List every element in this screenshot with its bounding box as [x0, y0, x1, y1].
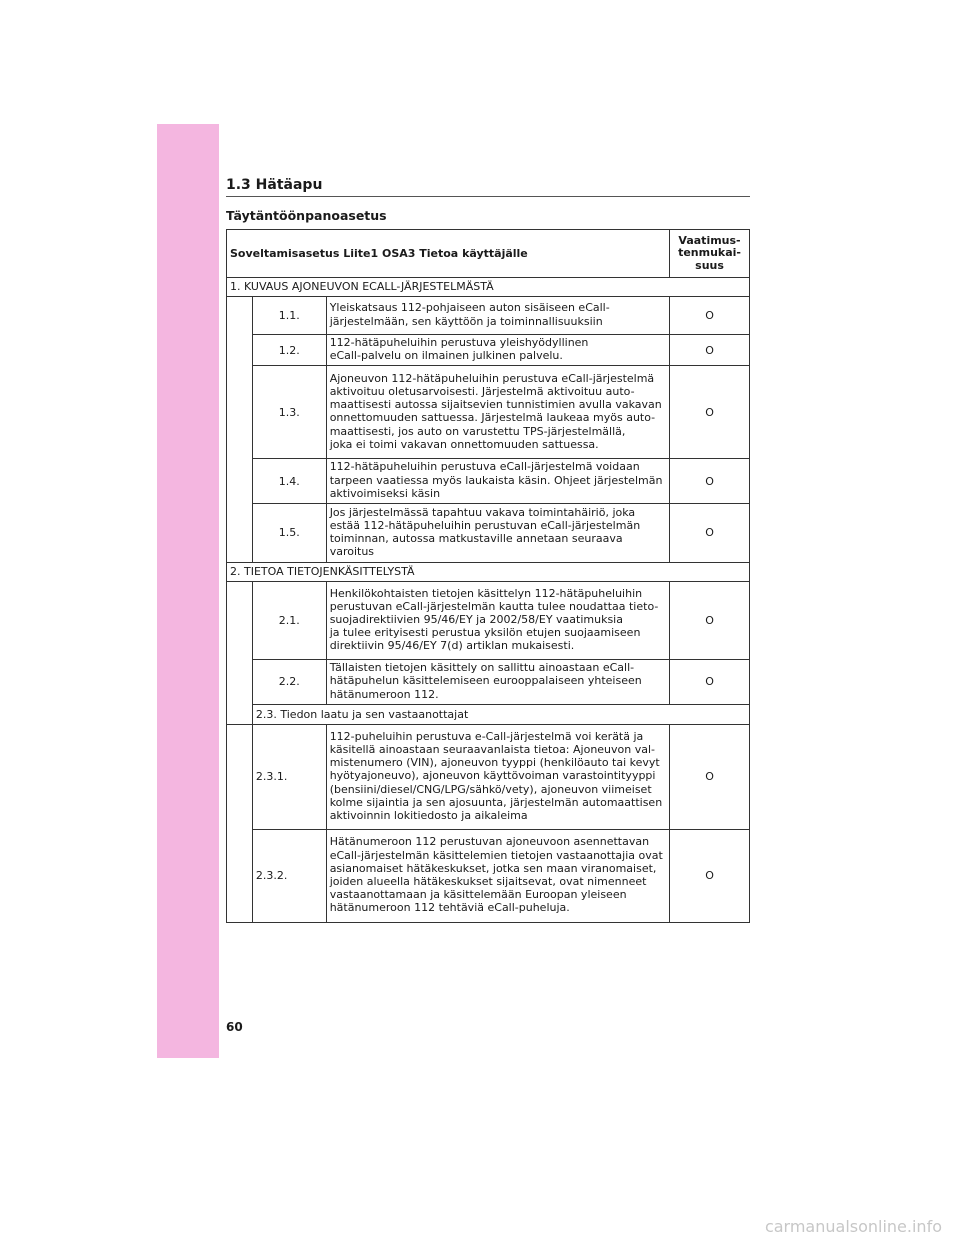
description-line: järjestelmään, sen käyttöön ja toiminnallisuuksiin — [329, 314, 603, 328]
description-line: aktivoimiseksi käsin — [329, 486, 441, 500]
column-header-main: Soveltamisasetus Liite1 OSA3 Tietoa käyttäjälle — [227, 230, 670, 278]
description-line: varoitus — [329, 545, 375, 559]
requirement-mark: O — [670, 660, 750, 705]
description-line: estää 112-hätäpuheluihin perustuvan eCall-järjestelmän — [329, 518, 641, 532]
indent-spacer — [227, 582, 253, 705]
indent-spacer — [227, 297, 253, 563]
requirement-mark: O — [670, 582, 750, 660]
requirement-mark: O — [670, 297, 750, 335]
description-line: eCall-palvelu on ilmainen julkinen palvelu. — [329, 349, 563, 363]
description-line: Ajoneuvon 112-hätäpuheluihin perustuva eCall-järjestelmä — [329, 371, 655, 385]
description-line: aktivoituu oletusarvoisesti. Järjestelmä aktivoituu auto- — [329, 385, 635, 398]
description-line: tarpeen vaatiessa myös laukaista käsin. Ohjeet järjestelmän — [329, 473, 663, 487]
description-line: 112-hätäpuheluihin perustuva yleishyödyllinen — [329, 336, 589, 349]
description-line: hätäpuhelun käsittelemiseen eurooppalaiseen yhteiseen — [329, 674, 642, 688]
description-line: Hätänumeroon 112 perustuvan ajoneuvoon asennettavan — [329, 835, 650, 849]
item-description — [326, 504, 669, 563]
item-description — [326, 335, 669, 366]
requirement-mark: O — [670, 459, 750, 504]
watermark: carmanualsonline.info — [764, 1217, 942, 1236]
indent-spacer — [227, 725, 253, 923]
page-subtitle: Täytäntöönpanoasetus — [226, 208, 387, 223]
description-line: käsitellä ainoastaan seuraavanlaista tietoa: Ajoneuvon val- — [329, 743, 656, 756]
item-number: 2.3.1. — [252, 725, 326, 830]
item-number: 1.2. — [252, 335, 326, 366]
side-color-strip — [157, 124, 219, 1058]
description-line: asianomaiset hätäkeskukset, jotka sen maan viranomaiset, — [329, 861, 657, 875]
column-header-requirement: Vaatimus- tenmukai- suus — [670, 230, 750, 278]
item-description — [326, 459, 669, 504]
item-number: 2.1. — [252, 582, 326, 660]
table-row — [227, 297, 750, 335]
description-line: hätänumeroon 112 tehtäviä eCall-puheluja. — [329, 901, 570, 915]
table-row — [227, 725, 750, 830]
section-title: 2. TIETOA TIETOJENKÄSITTELYSTÄ — [227, 563, 750, 582]
description-line: mistenumero (VIN), ajoneuvon tyyppi (henkilöauto tai kevyt — [329, 756, 660, 770]
description-line: Yleiskatsaus 112-pohjaiseen auton sisäiseen eCall- — [329, 301, 610, 315]
specification-table — [226, 229, 750, 923]
description-line: ja tulee erityisesti perustua yksilön etujen suojaamiseen — [329, 626, 641, 640]
indent-spacer — [227, 705, 253, 725]
item-number: 1.1. — [252, 297, 326, 335]
description-line: kolme sijaintia ja sen ajosuunta, järjestelmän automaattisen — [329, 795, 663, 809]
item-description — [326, 297, 669, 335]
table-row — [227, 504, 750, 563]
description-line: maattisesti, jos auto on varustettu TPS-järjestelmällä, — [329, 424, 626, 438]
table-row — [227, 335, 750, 366]
table-row — [227, 830, 750, 923]
description-line: 112-puheluihin perustuva e-Call-järjestelmä voi kerätä ja — [329, 729, 644, 743]
description-line: 112-hätäpuheluihin perustuva eCall-järjestelmä voidaan — [329, 460, 640, 474]
description-line: Tällaisten tietojen käsittely on sallittu ainoastaan eCall- — [329, 661, 635, 675]
table-row — [227, 366, 750, 459]
item-description — [326, 725, 669, 830]
description-line: perustuvan eCall-järjestelmän kautta tulee noudattaa tieto- — [329, 599, 659, 613]
description-line: vastaanottamaan ja käsittelemään Euroopan yleiseen — [329, 888, 627, 902]
description-line: onnettomuuden sattuessa. Järjestelmä laukeaa myös auto- — [329, 411, 656, 425]
description-line: joiden alueella hätäkeskukset sijaitsevat, ovat nimenneet — [329, 875, 647, 889]
description-line: direktiivin 95/46/EY 7(d) artiklan mukaisesti. — [329, 639, 575, 653]
item-description — [326, 830, 669, 923]
table-row — [227, 459, 750, 504]
item-description — [326, 366, 669, 459]
description-line: joka ei toimi vakavan onnettomuuden sattuessa. — [329, 437, 599, 451]
table-header-row — [227, 230, 750, 278]
item-number: 2.2. — [252, 660, 326, 705]
description-line: hyötyajoneuvo), ajoneuvon käyttövoiman varastointityyppi — [329, 769, 656, 783]
description-line: (bensiini/diesel/CNG/LPG/sähkö/vety), ajoneuvon viimeiset — [329, 782, 652, 796]
section-header: 1.3 Hätäapu — [226, 177, 750, 197]
item-number: 2.3.2. — [252, 830, 326, 923]
section-title: 1. KUVAUS AJONEUVON ECALL-JÄRJESTELMÄSTÄ — [227, 278, 750, 297]
description-line: Jos järjestelmässä tapahtuu vakava toimintahäiriö, joka — [329, 505, 636, 519]
item-description — [326, 582, 669, 660]
table-row — [227, 660, 750, 705]
requirement-mark: O — [670, 335, 750, 366]
subsection-row — [227, 705, 750, 725]
section-row — [227, 563, 750, 582]
description-line: suojadirektiivien 95/46/EY ja 2002/58/EY vaatimuksia — [329, 612, 623, 626]
description-line: eCall-järjestelmän käsittelemien tietojen vastaanottajia ovat — [329, 848, 663, 862]
requirement-mark: O — [670, 830, 750, 923]
table-row — [227, 582, 750, 660]
description-line: maattisesti autossa sijaitsevien tunnistimien avulla vakavan — [329, 398, 662, 412]
requirement-mark: O — [670, 504, 750, 563]
page-number: 60 — [226, 1020, 243, 1034]
requirement-mark: O — [670, 366, 750, 459]
item-number: 1.5. — [252, 504, 326, 563]
description-line: toiminnan, autossa matkustaville annetaan seuraava — [329, 532, 623, 546]
requirement-mark: O — [670, 725, 750, 830]
item-description — [326, 660, 669, 705]
description-line: aktivoinnin lokitiedosto ja aikaleima — [329, 809, 528, 823]
section-row — [227, 278, 750, 297]
item-number: 1.3. — [252, 366, 326, 459]
item-number: 1.4. — [252, 459, 326, 504]
description-line: hätänumeroon 112. — [329, 687, 439, 701]
description-line: Henkilökohtaisten tietojen käsittelyn 112-hätäpuheluihin — [329, 586, 643, 600]
subsection-title: 2.3. Tiedon laatu ja sen vastaanottajat — [252, 705, 749, 725]
